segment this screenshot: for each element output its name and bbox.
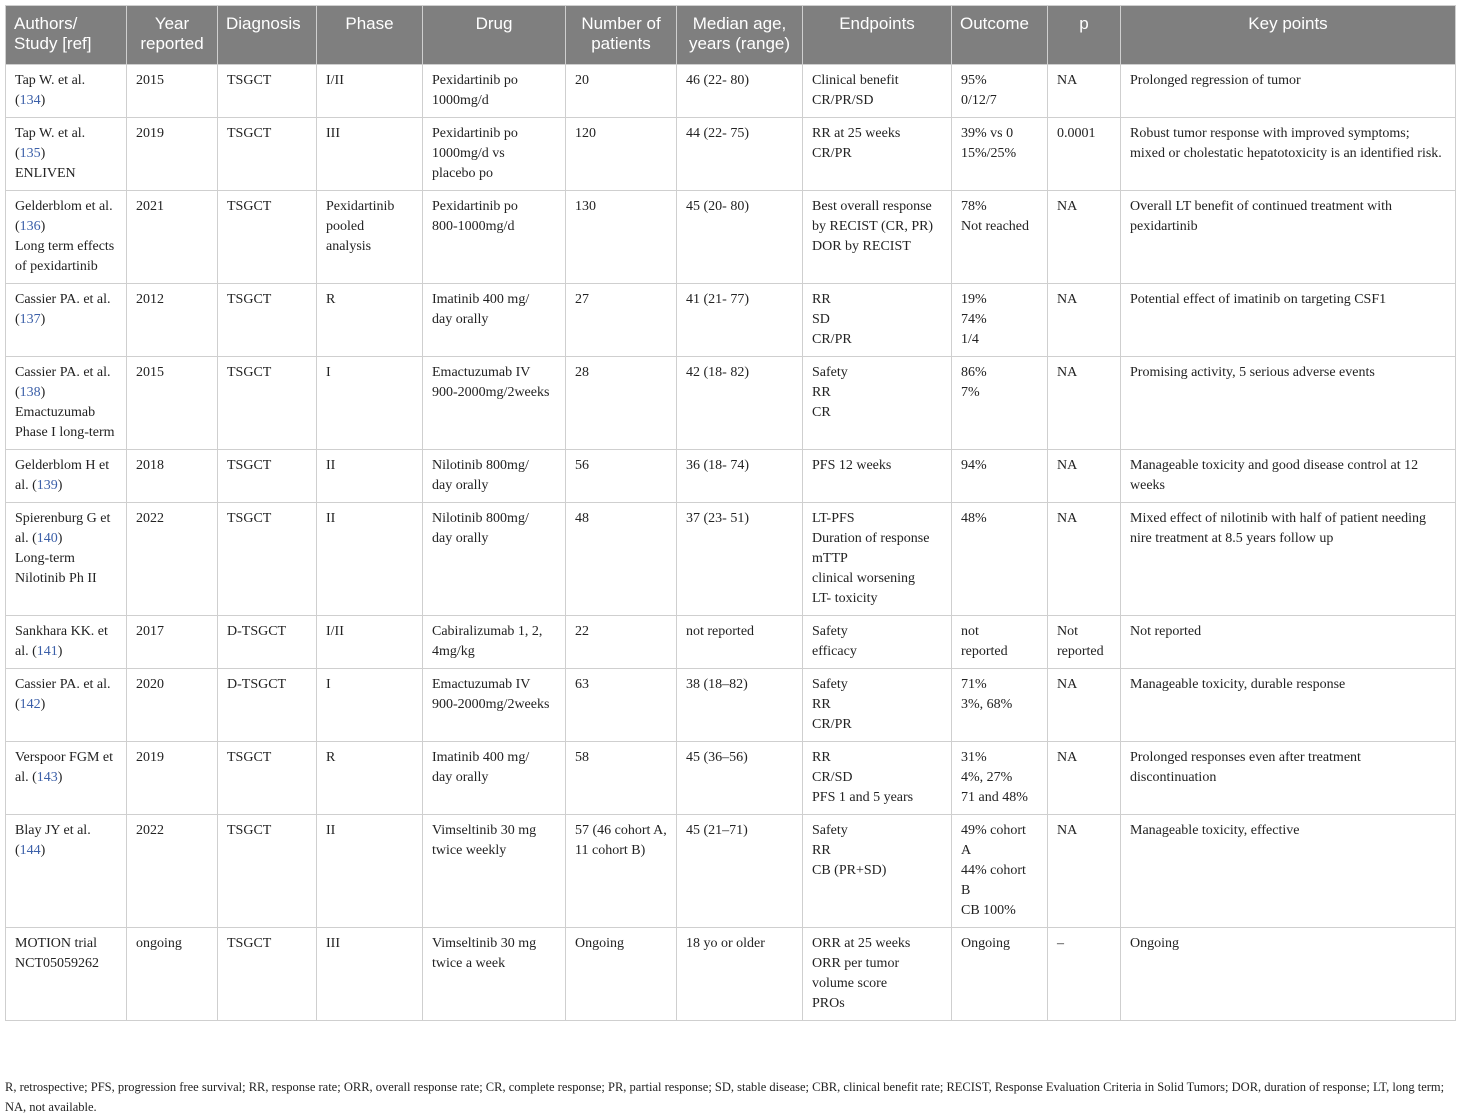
p-value-cell: NA <box>1048 357 1121 450</box>
author-cell <box>6 742 127 815</box>
author-cell <box>6 669 127 742</box>
author-cell <box>6 191 127 284</box>
reference-link[interactable]: 142 <box>19 697 41 712</box>
outcome-cell: Ongoing <box>952 928 1048 1021</box>
author-cell <box>6 503 127 616</box>
endpoints-cell: RR SD CR/PR <box>803 284 952 357</box>
outcome-cell: 19% 74% 1/4 <box>952 284 1048 357</box>
median-age-cell: 45 (21–71) <box>677 815 803 928</box>
table-row <box>6 191 1456 284</box>
drug-cell: Vimseltinib 30 mg twice a week <box>423 928 566 1021</box>
p-value-cell: NA <box>1048 669 1121 742</box>
author-text: Gelderblom et al. ( <box>15 199 113 234</box>
author-cell <box>6 450 127 503</box>
outcome-cell: 39% vs 0 15%/25% <box>952 118 1048 191</box>
table-row <box>6 742 1456 815</box>
diagnosis-cell: TSGCT <box>218 191 317 284</box>
median-age-cell: 44 (22- 75) <box>677 118 803 191</box>
author-text-suffix: ) <box>40 697 46 712</box>
drug-cell: Pexidartinib po 1000mg/d <box>423 65 566 118</box>
year-cell: 2019 <box>127 118 218 191</box>
drug-cell: Imatinib 400 mg/ day orally <box>423 284 566 357</box>
reference-link[interactable]: 144 <box>19 843 41 858</box>
diagnosis-cell: D-TSGCT <box>218 616 317 669</box>
patients-cell: Ongoing <box>566 928 677 1021</box>
header-year: Year reported <box>127 6 218 65</box>
median-age-cell: 38 (18–82) <box>677 669 803 742</box>
diagnosis-cell: TSGCT <box>218 742 317 815</box>
header-outcome: Outcome <box>952 6 1048 65</box>
patients-cell: 20 <box>566 65 677 118</box>
author-cell <box>6 65 127 118</box>
patients-cell: 63 <box>566 669 677 742</box>
author-text-suffix: ) <box>40 93 46 108</box>
phase-cell: III <box>317 118 423 191</box>
phase-cell: II <box>317 450 423 503</box>
endpoints-cell: PFS 12 weeks <box>803 450 952 503</box>
reference-link[interactable]: 139 <box>36 478 58 493</box>
p-value-cell: 0.0001 <box>1048 118 1121 191</box>
diagnosis-cell: TSGCT <box>218 450 317 503</box>
outcome-cell: not reported <box>952 616 1048 669</box>
median-age-cell: 41 (21- 77) <box>677 284 803 357</box>
author-text-suffix: ) <box>40 312 46 327</box>
p-value-cell: NA <box>1048 503 1121 616</box>
table-row <box>6 503 1456 616</box>
author-text: Cassier PA. et al. ( <box>15 677 111 712</box>
p-value-cell: NA <box>1048 284 1121 357</box>
author-text-suffix: ) Emactuzumab Phase I long-term <box>15 385 115 440</box>
phase-cell: R <box>317 742 423 815</box>
patients-cell: 27 <box>566 284 677 357</box>
median-age-cell: 45 (36–56) <box>677 742 803 815</box>
drug-cell: Imatinib 400 mg/ day orally <box>423 742 566 815</box>
author-text-suffix: ) Long term effects of pexidartinib <box>15 219 115 274</box>
drug-cell: Emactuzumab IV 900-2000mg/2weeks <box>423 669 566 742</box>
table-footnote: R, retrospective; PFS, progression free survival; RR, response rate; ORR, overall response rate; CR, complete response; PR, partial response; SD, stable disease; CBR, clinical benefit rate; RECIST, Response Evaluation Criteria in Solid Tumors; DOR, duration of response; LT, long term; NA, not available. <box>5 1080 1445 1114</box>
patients-cell: 130 <box>566 191 677 284</box>
endpoints-cell: ORR at 25 weeks ORR per tumor volume score PROs <box>803 928 952 1021</box>
reference-link[interactable]: 137 <box>19 312 41 327</box>
drug-cell: Nilotinib 800mg/ day orally <box>423 503 566 616</box>
author-cell <box>6 928 127 1021</box>
table-header <box>6 6 1456 65</box>
drug-cell: Pexidartinib po 800-1000mg/d <box>423 191 566 284</box>
reference-link[interactable]: 141 <box>36 644 58 659</box>
table-row <box>6 616 1456 669</box>
author-text-suffix: ) <box>57 644 63 659</box>
median-age-cell: 45 (20- 80) <box>677 191 803 284</box>
endpoints-cell: RR at 25 weeks CR/PR <box>803 118 952 191</box>
author-text-suffix: ) Long-term Nilotinib Ph II <box>15 531 97 586</box>
patients-cell: 58 <box>566 742 677 815</box>
author-text: Gelderblom H et al. ( <box>15 458 110 493</box>
author-cell <box>6 357 127 450</box>
header-patients: Number of patients <box>566 6 677 65</box>
header-drug: Drug <box>423 6 566 65</box>
author-cell <box>6 616 127 669</box>
header-key-points: Key points <box>1121 6 1456 65</box>
patients-cell: 120 <box>566 118 677 191</box>
phase-cell: II <box>317 815 423 928</box>
year-cell: 2018 <box>127 450 218 503</box>
phase-cell: Pexidartinib pooled analysis <box>317 191 423 284</box>
p-value-cell: NA <box>1048 191 1121 284</box>
patients-cell: 56 <box>566 450 677 503</box>
outcome-cell: 49% cohort A 44% cohort B CB 100% <box>952 815 1048 928</box>
outcome-cell: 95% 0/12/7 <box>952 65 1048 118</box>
patients-cell: 48 <box>566 503 677 616</box>
outcome-cell: 94% <box>952 450 1048 503</box>
diagnosis-cell: TSGCT <box>218 357 317 450</box>
table-row <box>6 928 1456 1021</box>
author-text-suffix: ) <box>57 478 63 493</box>
author-text: Verspoor FGM et al. ( <box>15 750 113 785</box>
endpoints-cell: RR CR/SD PFS 1 and 5 years <box>803 742 952 815</box>
key-points-cell: Prolonged regression of tumor <box>1121 65 1456 118</box>
p-value-cell: NA <box>1048 742 1121 815</box>
author-text: Tap W. et al. ( <box>15 73 86 108</box>
key-points-cell: Robust tumor response with improved symptoms; mixed or cholestatic hepatotoxicity is an identified risk. <box>1121 118 1456 191</box>
reference-link[interactable]: 134 <box>19 93 41 108</box>
year-cell: 2012 <box>127 284 218 357</box>
drug-cell: Vimseltinib 30 mg twice weekly <box>423 815 566 928</box>
clinical-trials-table <box>5 5 1456 1021</box>
p-value-cell: NA <box>1048 815 1121 928</box>
reference-link[interactable]: 143 <box>36 770 58 785</box>
patients-cell: 57 (46 cohort A, 11 cohort B) <box>566 815 677 928</box>
endpoints-cell: Safety RR CB (PR+SD) <box>803 815 952 928</box>
key-points-cell: Mixed effect of nilotinib with half of patient needing nire treatment at 8.5 years follow up <box>1121 503 1456 616</box>
p-value-cell: NA <box>1048 65 1121 118</box>
key-points-cell: Potential effect of imatinib on targeting CSF1 <box>1121 284 1456 357</box>
year-cell: 2015 <box>127 65 218 118</box>
endpoints-cell: Safety RR CR/PR <box>803 669 952 742</box>
outcome-cell: 48% <box>952 503 1048 616</box>
outcome-cell: 86% 7% <box>952 357 1048 450</box>
reference-link[interactable]: 135 <box>19 146 41 161</box>
p-value-cell: – <box>1048 928 1121 1021</box>
author-cell <box>6 284 127 357</box>
key-points-cell: Manageable toxicity, effective <box>1121 815 1456 928</box>
year-cell: 2021 <box>127 191 218 284</box>
header-diagnosis: Diagnosis <box>218 6 317 65</box>
table-body <box>6 65 1456 1021</box>
patients-cell: 22 <box>566 616 677 669</box>
year-cell: 2015 <box>127 357 218 450</box>
table-row <box>6 284 1456 357</box>
clinical-trials-table-container <box>5 5 1455 1021</box>
p-value-cell: Not reported <box>1048 616 1121 669</box>
diagnosis-cell: TSGCT <box>218 284 317 357</box>
table-row <box>6 450 1456 503</box>
outcome-cell: 71% 3%, 68% <box>952 669 1048 742</box>
year-cell: 2022 <box>127 815 218 928</box>
author-text: MOTION trial NCT05059262 <box>15 936 99 971</box>
endpoints-cell: Best overall response by RECIST (CR, PR) DOR by RECIST <box>803 191 952 284</box>
median-age-cell: 36 (18- 74) <box>677 450 803 503</box>
author-text: Blay JY et al. ( <box>15 823 91 858</box>
key-points-cell: Promising activity, 5 serious adverse events <box>1121 357 1456 450</box>
median-age-cell: 42 (18- 82) <box>677 357 803 450</box>
year-cell: 2022 <box>127 503 218 616</box>
year-cell: 2019 <box>127 742 218 815</box>
phase-cell: I <box>317 357 423 450</box>
median-age-cell: 18 yo or older <box>677 928 803 1021</box>
diagnosis-cell: TSGCT <box>218 928 317 1021</box>
author-cell <box>6 118 127 191</box>
median-age-cell: 46 (22- 80) <box>677 65 803 118</box>
endpoints-cell: LT-PFS Duration of response mTTP clinical worsening LT- toxicity <box>803 503 952 616</box>
key-points-cell: Manageable toxicity, durable response <box>1121 669 1456 742</box>
header-endpoints: Endpoints <box>803 6 952 65</box>
author-text-suffix: ) <box>57 770 63 785</box>
key-points-cell: Manageable toxicity and good disease control at 12 weeks <box>1121 450 1456 503</box>
year-cell: 2020 <box>127 669 218 742</box>
phase-cell: III <box>317 928 423 1021</box>
author-text: Cassier PA. et al. ( <box>15 292 111 327</box>
p-value-cell: NA <box>1048 450 1121 503</box>
author-text-suffix: ) ENLIVEN <box>15 146 76 181</box>
author-cell <box>6 815 127 928</box>
endpoints-cell: Clinical benefit CR/PR/SD <box>803 65 952 118</box>
phase-cell: I/II <box>317 616 423 669</box>
table-row <box>6 357 1456 450</box>
reference-link[interactable]: 136 <box>19 219 41 234</box>
reference-link[interactable]: 140 <box>36 531 58 546</box>
drug-cell: Emactuzumab IV 900-2000mg/2weeks <box>423 357 566 450</box>
patients-cell: 28 <box>566 357 677 450</box>
table-row <box>6 669 1456 742</box>
header-median-age: Median age, years (range) <box>677 6 803 65</box>
median-age-cell: not reported <box>677 616 803 669</box>
diagnosis-cell: TSGCT <box>218 65 317 118</box>
header-p: p <box>1048 6 1121 65</box>
table-row <box>6 118 1456 191</box>
diagnosis-cell: TSGCT <box>218 815 317 928</box>
drug-cell: Nilotinib 800mg/ day orally <box>423 450 566 503</box>
year-cell: 2017 <box>127 616 218 669</box>
phase-cell: I <box>317 669 423 742</box>
endpoints-cell: Safety RR CR <box>803 357 952 450</box>
key-points-cell: Not reported <box>1121 616 1456 669</box>
header-authors: Authors/ Study [ref] <box>6 6 127 65</box>
endpoints-cell: Safety efficacy <box>803 616 952 669</box>
phase-cell: I/II <box>317 65 423 118</box>
outcome-cell: 78% Not reached <box>952 191 1048 284</box>
median-age-cell: 37 (23- 51) <box>677 503 803 616</box>
phase-cell: R <box>317 284 423 357</box>
author-text: Tap W. et al. ( <box>15 126 86 161</box>
author-text: Sankhara KK. et al. ( <box>15 624 108 659</box>
drug-cell: Pexidartinib po 1000mg/d vs placebo po <box>423 118 566 191</box>
key-points-cell: Ongoing <box>1121 928 1456 1021</box>
diagnosis-cell: TSGCT <box>218 503 317 616</box>
author-text: Cassier PA. et al. ( <box>15 365 111 400</box>
reference-link[interactable]: 138 <box>19 385 41 400</box>
table-row <box>6 65 1456 118</box>
header-row <box>6 6 1456 65</box>
key-points-cell: Overall LT benefit of continued treatment with pexidartinib <box>1121 191 1456 284</box>
drug-cell: Cabiralizumab 1, 2, 4mg/kg <box>423 616 566 669</box>
year-cell: ongoing <box>127 928 218 1021</box>
key-points-cell: Prolonged responses even after treatment discontinuation <box>1121 742 1456 815</box>
table-row <box>6 815 1456 928</box>
outcome-cell: 31% 4%, 27% 71 and 48% <box>952 742 1048 815</box>
header-phase: Phase <box>317 6 423 65</box>
author-text: Spierenburg G et al. ( <box>15 511 111 546</box>
diagnosis-cell: D-TSGCT <box>218 669 317 742</box>
diagnosis-cell: TSGCT <box>218 118 317 191</box>
author-text-suffix: ) <box>40 843 46 858</box>
phase-cell: II <box>317 503 423 616</box>
